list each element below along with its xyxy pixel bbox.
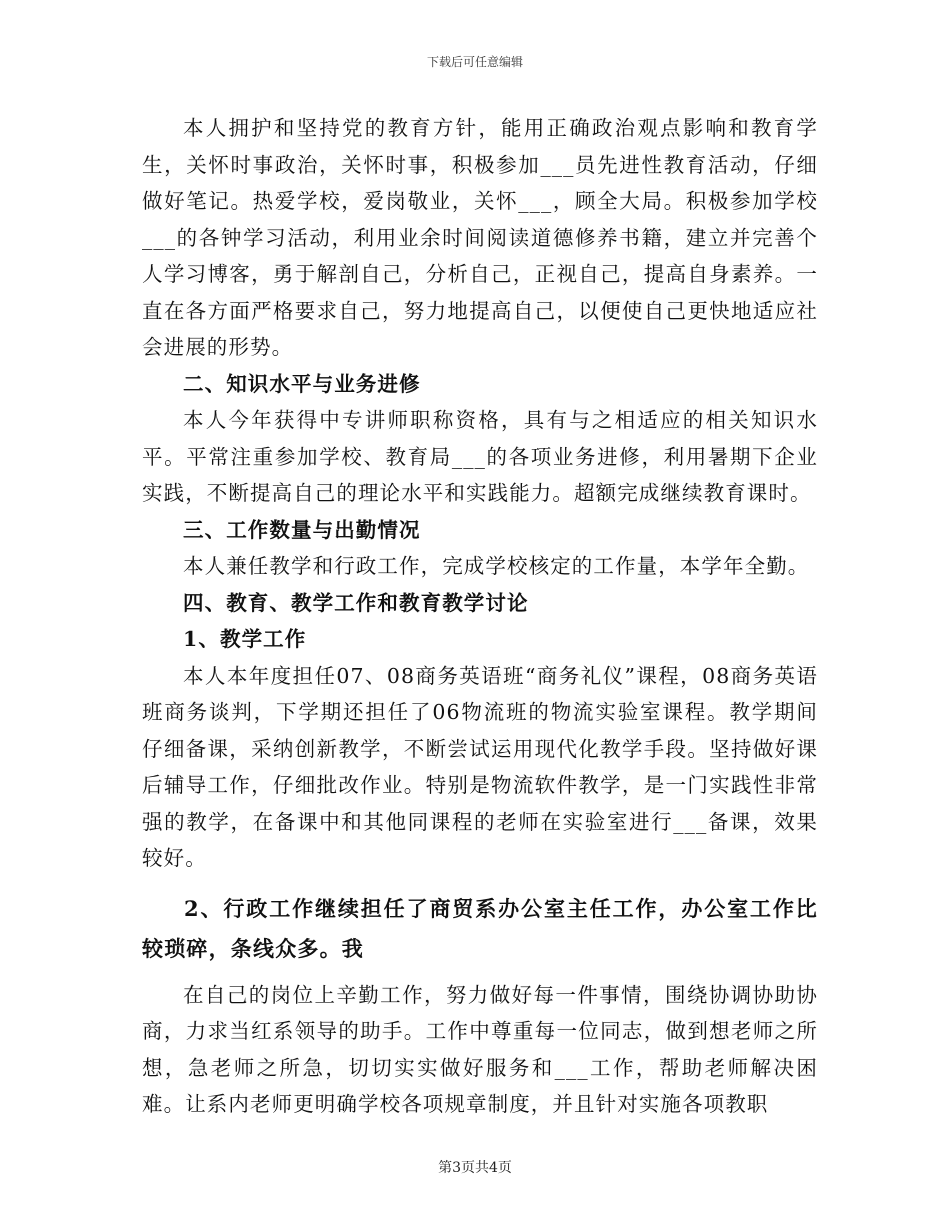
paragraph-political: 本人拥护和坚持党的教育方针，能用正确政治观点影响和教育学生，关怀时事政治，关怀时事，积极参加___员先进性教育活动，仔细做好笔记。热爱学校，爱岗敬业，关怀___，顾全大局。积极参加学校___的各钟学习活动，利用业余时间阅读道德修养书籍，建立并完善个人学习博客，勇于解剖自己，分析自己，正视自己，提高自身素养。一直在各方面严格要求自己，努力地提高自己，以便使自己更快地适应社会进展的形势。 (142, 116, 818, 359)
paragraph-knowledge: 本人今年获得中专讲师职称资格，具有与之相适应的相关知识水平。平常注重参加学校、教育局___的各项业务进修，利用暑期下企业实践，不断提高自己的理论水平和实践能力。超额完成继续教育课时。 (142, 408, 818, 505)
subheading-teaching: 1、教学工作 (183, 627, 307, 651)
subheading-administration: 2、行政工作继续担任了商贸系办公室主任工作，办公室工作比较琐碎，条线众多。我 (142, 895, 818, 961)
paragraph-attendance: 本人兼任教学和行政工作，完成学校核定的工作量，本学年全勤。 (183, 554, 810, 578)
page-header: 下载后可任意编辑 (426, 55, 523, 69)
heading-knowledge: 二、知识水平与业务进修 (183, 371, 421, 396)
document-body (142, 110, 818, 1123)
paragraph-administration: 在自己的岗位上辛勤工作，努力做好每一件事情，围绕协调协助协商，力求当红系领导的助手。工作中尊重每一位同志，做到想老师之所想，急老师之所急，切切实实做好服务和___工作，帮助老师解决困难。让系内老师更明确学校各项规章制度，并且针对实施各项教职 (142, 982, 818, 1116)
page-footer: 第3页共4页 (438, 1160, 512, 1176)
paragraph-teaching: 本人本年度担任07、08商务英语班“商务礼仪”课程，08商务英语班商务谈判，下学期还担任了06物流班的物流实验室课程。教学期间仔细备课，采纳创新教学，不断尝试运用现代化教学手段。坚持做好课后辅导工作，仔细批改作业。特别是物流软件教学，是一门实践性非常强的教学，在备课中和其他同课程的老师在实验室进行___备课，效果较好。 (142, 663, 818, 870)
heading-attendance: 三、工作数量与出勤情况 (183, 517, 421, 542)
heading-teaching-research: 四、教育、教学工作和教育教学讨论 (183, 590, 529, 615)
